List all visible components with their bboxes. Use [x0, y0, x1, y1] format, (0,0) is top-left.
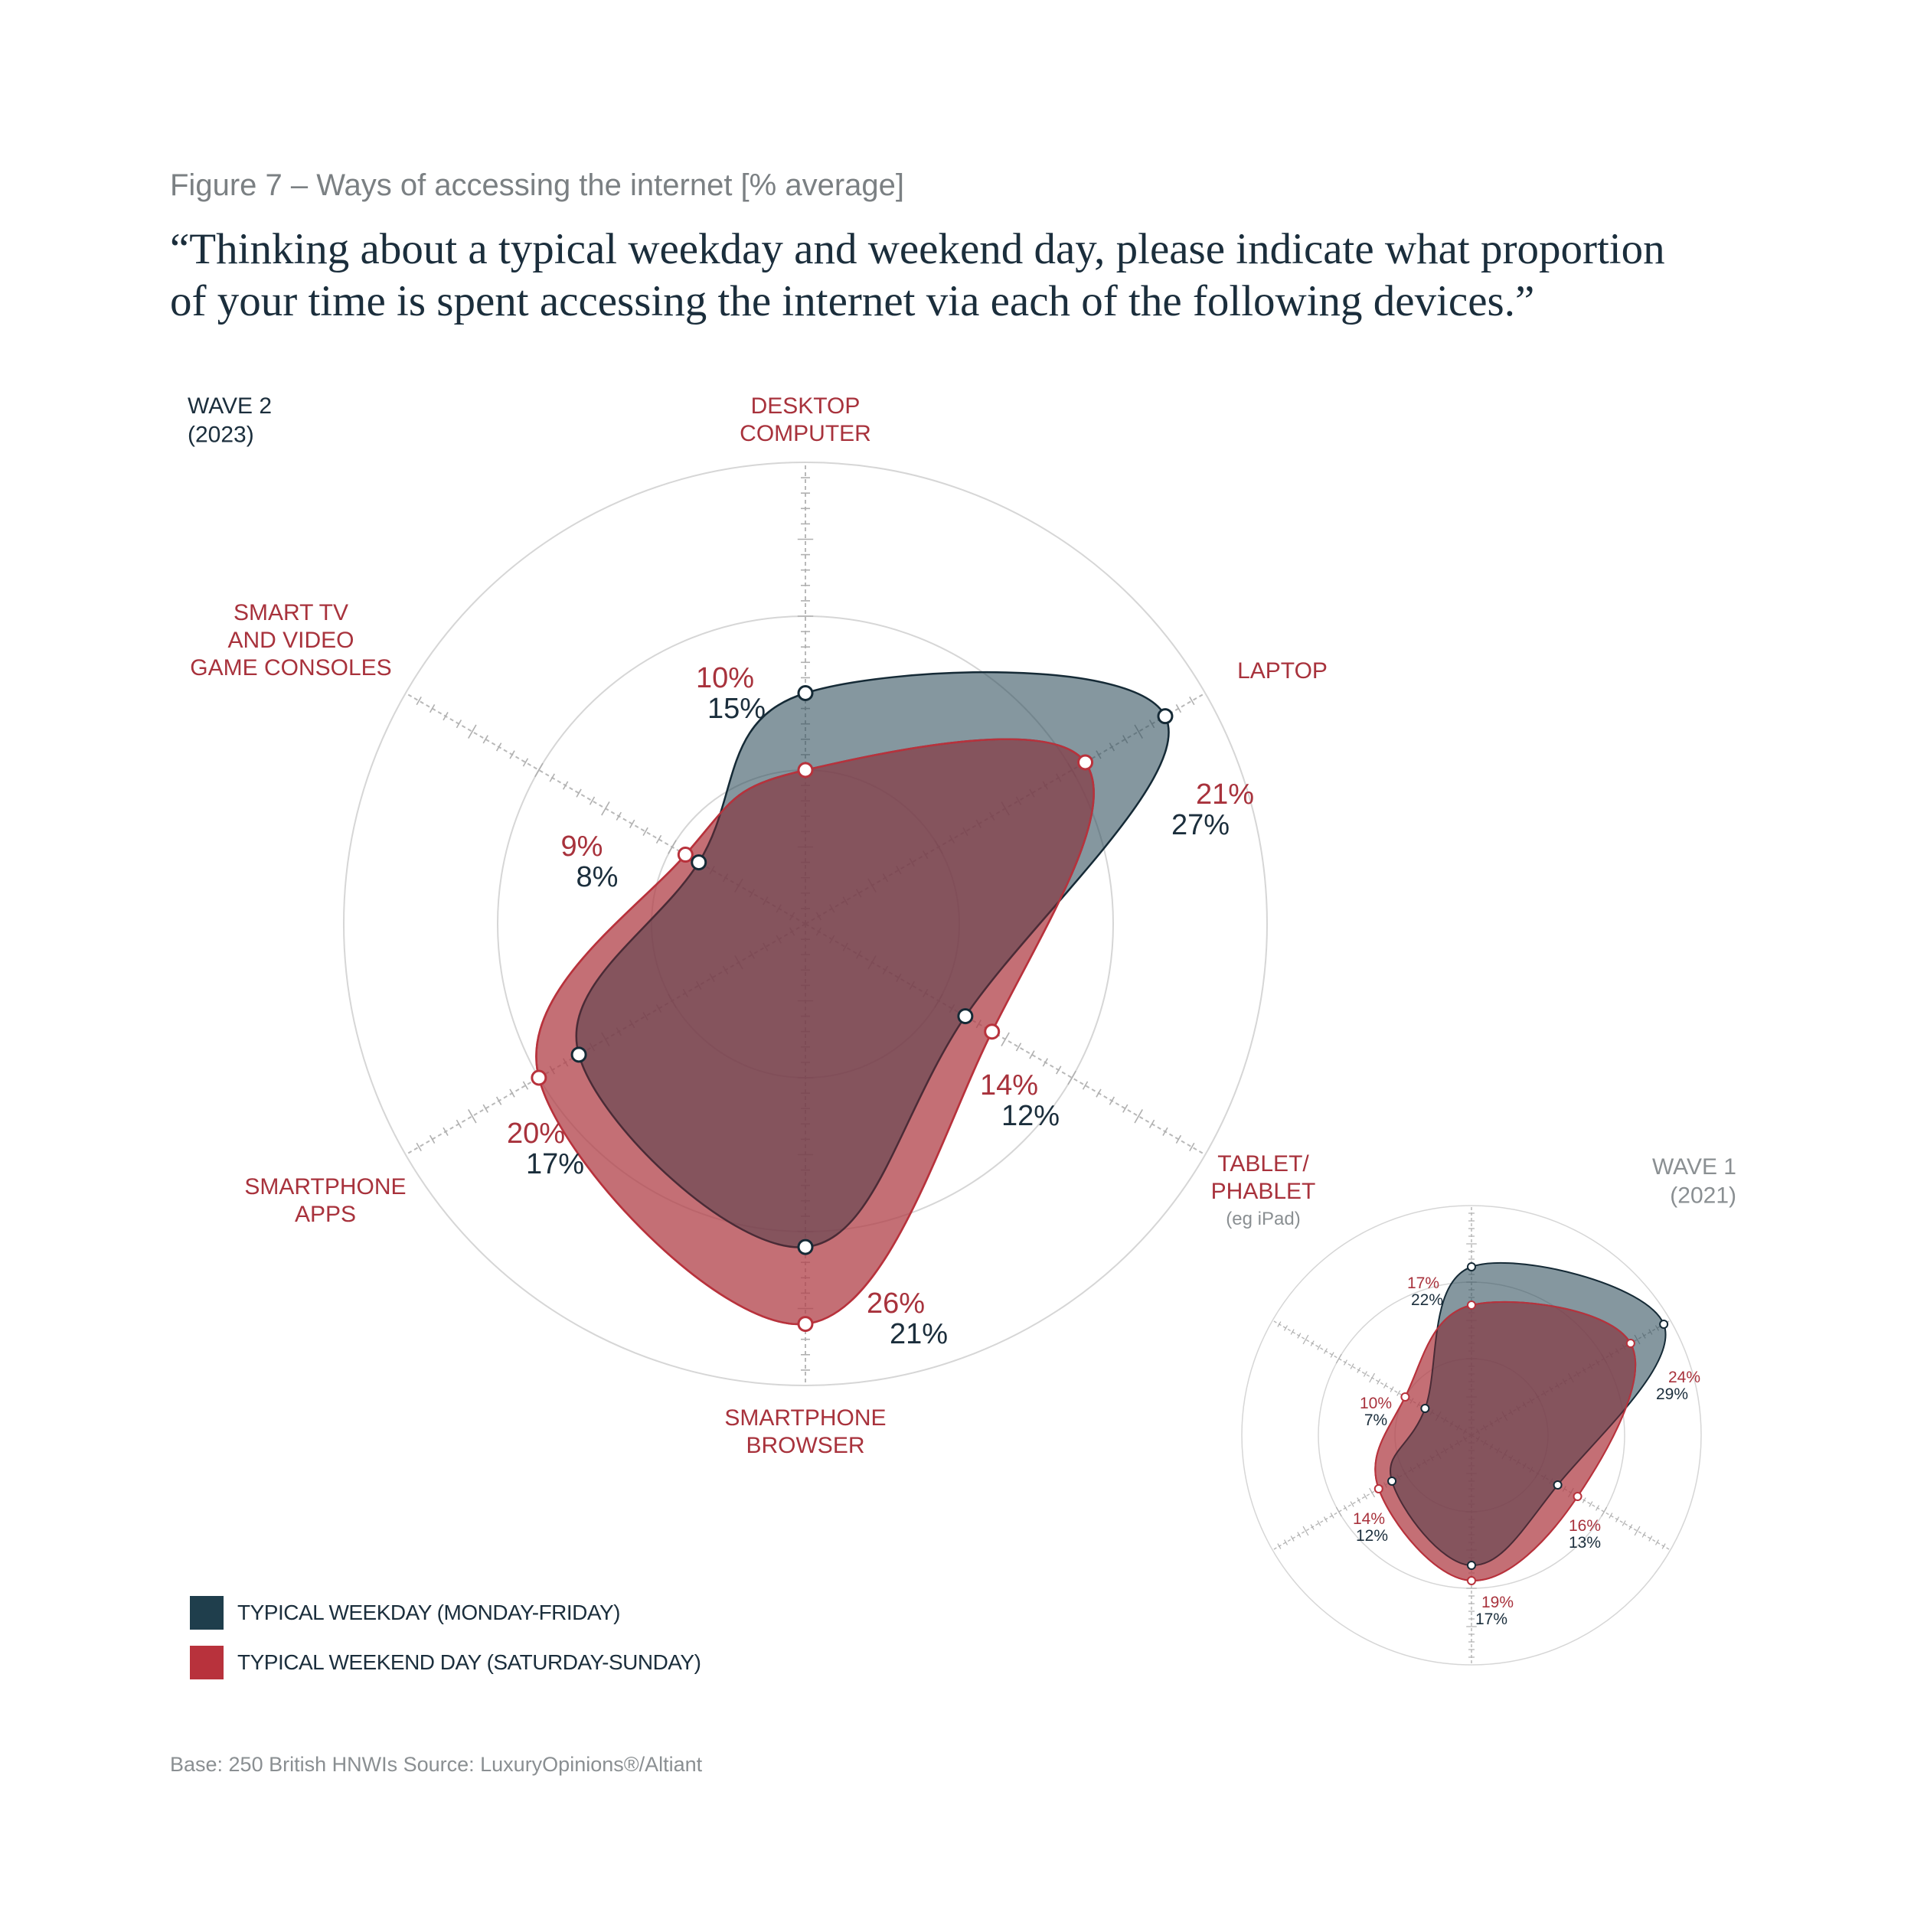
data-point-weekday [1554, 1481, 1562, 1489]
axis-tick [602, 801, 609, 815]
data-point-weekend [1079, 756, 1093, 769]
axis-tick [523, 1082, 527, 1089]
series-overlap-weekend [536, 739, 1093, 1324]
axis-tick [523, 759, 527, 766]
axis-label: SMART TV AND VIDEO GAME CONSOLES [190, 600, 392, 680]
axis-tick [1123, 1105, 1128, 1112]
legend-item-weekend [190, 1646, 701, 1679]
axis-tick [563, 782, 568, 789]
axis-tick [456, 1120, 461, 1128]
axis-tick [430, 704, 435, 712]
value-label-weekday: 22% [1410, 1291, 1443, 1310]
value-label-weekday: 17% [1475, 1611, 1508, 1629]
value-label-weekend: 24% [1667, 1369, 1701, 1386]
radar-title: WAVE 2 (2023) [188, 393, 273, 448]
value-label-weekend: 17% [1406, 1274, 1439, 1292]
data-point-weekend [1574, 1493, 1582, 1500]
axis-tick [443, 1128, 448, 1135]
axis-tick [1109, 1097, 1114, 1105]
data-point-weekend [799, 1317, 812, 1331]
data-point-weekday [1421, 1405, 1429, 1412]
data-point-weekday [1388, 1477, 1396, 1485]
data-point-weekday [799, 687, 812, 700]
axis-tick [510, 1089, 514, 1097]
axis-tick [483, 736, 488, 743]
axis-tick [643, 827, 648, 835]
axis-tick [416, 1143, 421, 1150]
legend-swatch-weekday [190, 1596, 224, 1630]
value-label-weekend: 14% [1352, 1510, 1386, 1528]
data-point-weekday [959, 1010, 972, 1023]
axis-tick [1303, 1526, 1308, 1535]
axis-tick [668, 840, 676, 854]
axis-tick [590, 797, 594, 804]
value-label-weekday: 13% [1568, 1534, 1602, 1552]
value-label-weekend: 10% [1359, 1395, 1393, 1412]
value-label-weekend: 26% [866, 1287, 926, 1320]
axis-label: LAPTOP [1237, 658, 1328, 684]
axis-tick [616, 812, 621, 820]
data-point-weekday [1468, 1562, 1475, 1569]
data-point-weekday [572, 1048, 586, 1062]
value-label-weekday: 15% [707, 692, 766, 725]
axis-tick [1635, 1526, 1640, 1535]
axis-tick [416, 697, 421, 704]
footer-source: Base: 250 British HNWIs Source: LuxuryOpinions®/Altiant [170, 1753, 703, 1776]
question-line-2: of your time is spent accessing the internet via each of the following devices.” [170, 277, 1535, 325]
value-label-weekend: 16% [1568, 1517, 1602, 1535]
legend-label-weekday: TYPICAL WEEKDAY (MONDAY-FRIDAY) [237, 1601, 620, 1624]
axis-tick [1163, 1128, 1168, 1135]
value-label-weekday: 27% [1171, 808, 1230, 841]
value-label-weekend: 20% [506, 1118, 566, 1150]
axis-tick [657, 835, 661, 843]
axis-tick [1001, 1033, 1009, 1046]
value-label-weekday: 8% [576, 860, 619, 893]
data-point-weekday [692, 856, 706, 870]
legend-label-weekend: TYPICAL WEEKEND DAY (SATURDAY-SUNDAY) [237, 1650, 701, 1674]
data-point-weekend [1468, 1301, 1475, 1309]
data-point-weekend [678, 848, 692, 862]
axis-tick [483, 1105, 488, 1112]
axis-tick [1068, 1071, 1076, 1085]
axis-tick [550, 774, 554, 782]
value-label-weekday: 7% [1364, 1411, 1388, 1430]
axis-label: DESKTOP COMPUTER [740, 393, 871, 446]
axis-tick [1602, 1507, 1607, 1516]
data-point-weekend [1375, 1485, 1383, 1493]
radar-title: WAVE 1 (2021) [1651, 1154, 1736, 1209]
radar-wave-1 [1242, 1154, 1736, 1665]
legend-item-weekday [190, 1596, 620, 1630]
legend-swatch-weekend [190, 1646, 224, 1679]
axis-tick [1017, 1043, 1021, 1051]
axis-tick [630, 820, 635, 827]
axis-label: SMARTPHONE APPS [244, 1174, 407, 1227]
axis-tick [1083, 1082, 1088, 1089]
axis-tick [469, 725, 476, 739]
axis-note: (eg iPad) [1226, 1209, 1301, 1229]
data-point-weekday [1660, 1320, 1667, 1328]
data-point-weekend [799, 763, 812, 777]
data-point-weekday [1158, 710, 1172, 723]
axis-label: TABLET/ PHABLET [1210, 1151, 1316, 1204]
axis-tick [1176, 704, 1181, 712]
data-point-weekend [985, 1025, 999, 1039]
axis-tick [1190, 1143, 1194, 1150]
value-label-weekend: 10% [695, 662, 754, 694]
value-label-weekend: 14% [979, 1069, 1039, 1101]
value-label-weekday: 21% [889, 1317, 949, 1350]
value-label-weekday: 12% [1355, 1527, 1389, 1545]
axis-tick [1336, 1354, 1341, 1363]
axis-tick [576, 789, 581, 797]
axis-tick [1303, 1335, 1308, 1344]
axis-tick [1096, 1089, 1101, 1097]
axis-tick [1043, 1059, 1047, 1066]
figure-label: Figure 7 – Ways of accessing the internet [% average] [170, 168, 905, 202]
axis-tick [1336, 1507, 1341, 1516]
axis-tick [443, 712, 448, 720]
axis-tick [1190, 697, 1194, 704]
axis-tick [469, 1109, 476, 1123]
value-label-weekday: 17% [525, 1147, 585, 1180]
axis-tick [1057, 1066, 1061, 1074]
axis-tick [1176, 1135, 1181, 1143]
value-label-weekend: 9% [560, 831, 603, 863]
data-point-weekend [1401, 1393, 1409, 1401]
value-label-weekend: 21% [1195, 778, 1255, 811]
data-point-weekday [1468, 1263, 1475, 1271]
data-point-weekend [532, 1071, 546, 1085]
question-line-1: “Thinking about a typical weekday and weekend day, please indicate what proportion [170, 225, 1665, 273]
axis-tick [1135, 1109, 1142, 1123]
axis-tick [510, 751, 514, 759]
axis-tick [1030, 1051, 1034, 1059]
data-point-weekend [1627, 1340, 1635, 1347]
data-point-weekday [799, 1240, 812, 1254]
axis-tick [1150, 1120, 1155, 1128]
axis-tick [497, 1097, 501, 1105]
data-point-weekend [1468, 1577, 1475, 1584]
axis-tick [456, 720, 461, 728]
value-label-weekday: 29% [1655, 1385, 1689, 1404]
axis-tick [497, 743, 501, 751]
radar-wave-2 [188, 393, 1328, 1458]
value-label-weekend: 19% [1481, 1594, 1514, 1611]
axis-tick [1370, 1373, 1375, 1382]
axis-tick [1370, 1488, 1375, 1497]
value-label-weekday: 12% [1001, 1099, 1060, 1132]
axis-tick [535, 763, 543, 777]
axis-tick [430, 1135, 435, 1143]
axis-label: SMARTPHONE BROWSER [724, 1405, 887, 1458]
